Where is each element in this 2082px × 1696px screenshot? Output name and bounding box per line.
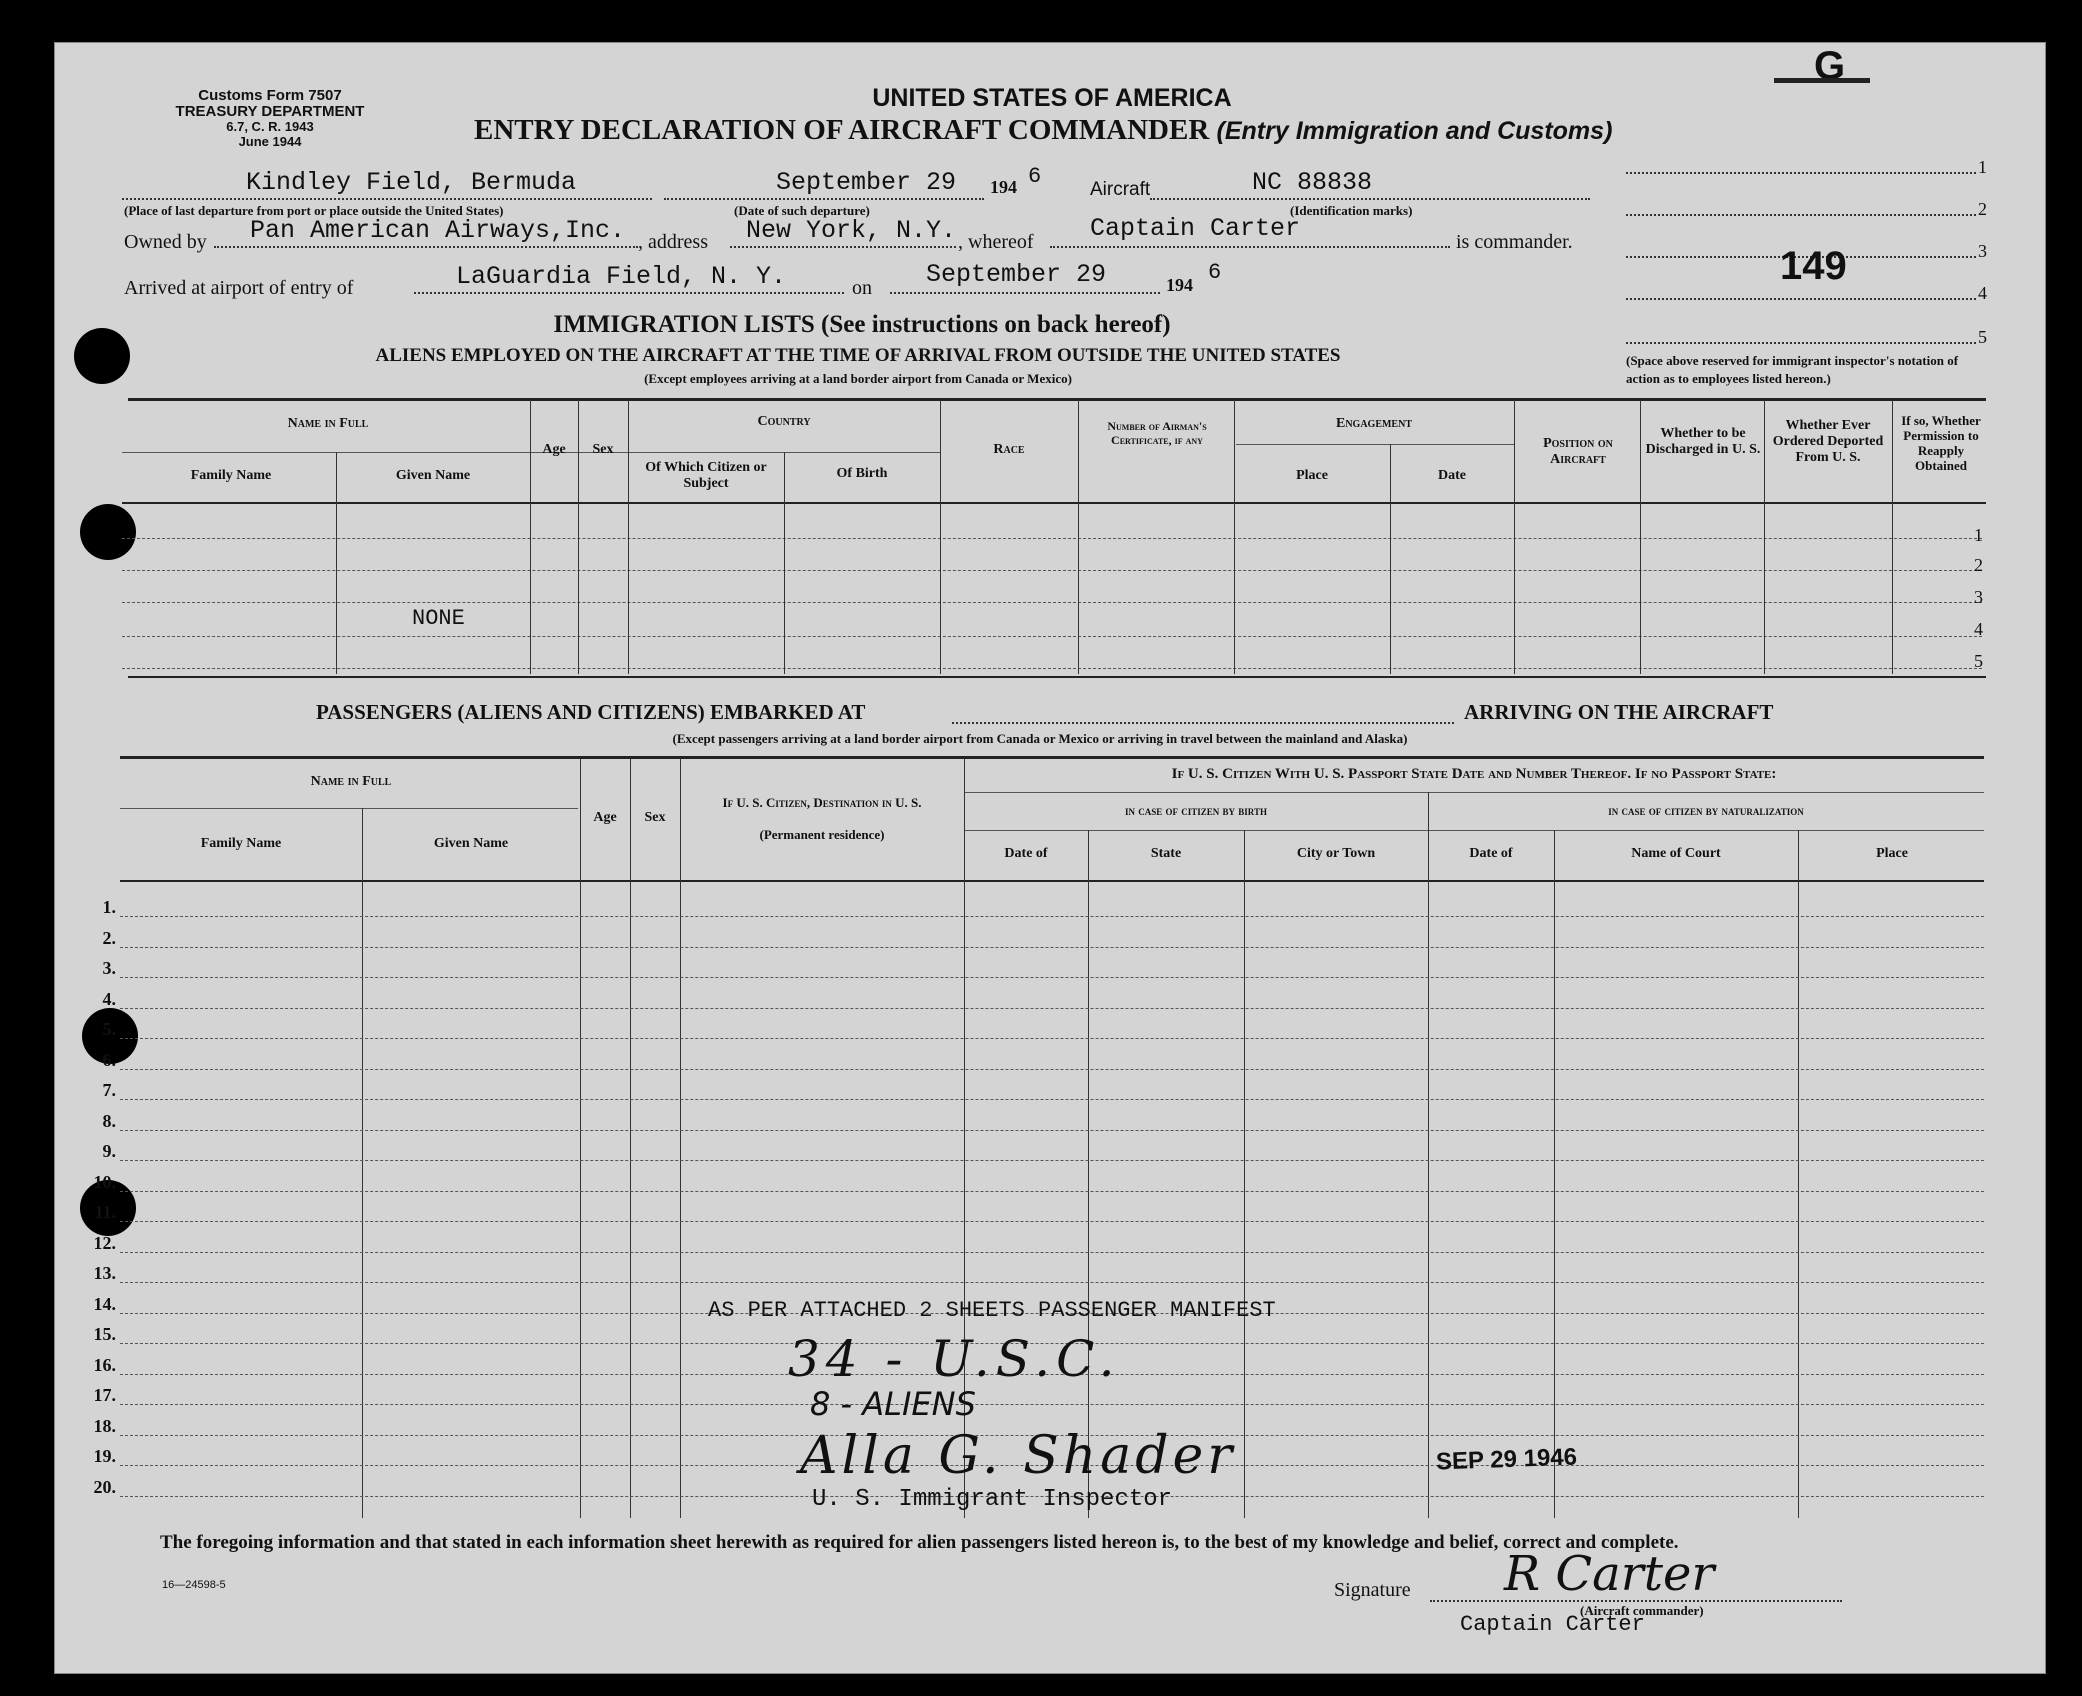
pcol-passport: If U. S. Citizen With U. S. Passport State Date and Number Thereof. If no Passport State: (1171, 766, 1777, 782)
col-age: Age (542, 442, 566, 457)
embarked-at-line (952, 722, 1454, 724)
departure-year-prefix: 194 (990, 177, 1017, 197)
table-col (336, 452, 337, 674)
aliens-row-number: 5 (1974, 651, 1983, 671)
pcol-birth-city: City or Town (1296, 846, 1376, 861)
table-rule (128, 676, 1986, 678)
aliens-row-number: 3 (1974, 587, 1983, 607)
inspector-signature: Alla G. Shader (800, 1426, 1237, 1486)
reserved-line-number: 3 (1978, 241, 1987, 261)
col-deported: Whether Ever Ordered Deported From U. S. (1772, 418, 1884, 466)
form-number: Customs Form 7507 (198, 87, 342, 104)
arrival-year-suffix: 6 (1208, 260, 1222, 285)
passenger-row-number: 20. (93, 1476, 116, 1497)
pcol-destination-sub: (Permanent residence) (759, 827, 885, 842)
reserved-line-number: 4 (1978, 283, 1987, 303)
passenger-row-number: 18. (93, 1415, 116, 1436)
reserved-line (1626, 342, 1976, 344)
passenger-row-number: 13. (93, 1263, 116, 1283)
table-col (1244, 830, 1245, 1518)
passenger-row-number: 1. (102, 897, 116, 917)
pcol-name-in-full: Name in Full (310, 774, 392, 789)
passenger-row-number: 2. (102, 927, 116, 948)
arrival-date: September 29 (926, 260, 1107, 289)
pcol-given-name: Given Name (433, 836, 509, 851)
passengers-title-left: PASSENGERS (ALIENS AND CITIZENS) EMBARKED AT (316, 700, 866, 724)
col-discharged: Whether to be Discharged in U. S. (1645, 426, 1761, 458)
pcol-age: Age (593, 810, 617, 825)
signature-label: Signature (1334, 1579, 1411, 1601)
table-col (628, 400, 629, 674)
col-sex: Sex (592, 442, 614, 457)
table-rule (128, 398, 1986, 401)
table-col (1078, 400, 1079, 674)
passenger-row-number: 14. (93, 1293, 116, 1314)
immigration-subtitle: ALIENS EMPLOYED ON THE AIRCRAFT AT THE TIME OF ARRIVAL FROM OUTSIDE THE UNITED STATES (375, 345, 1341, 366)
department: TREASURY DEPARTMENT (175, 103, 365, 120)
table-col (1798, 830, 1799, 1518)
aliens-row-number: 1 (1974, 525, 1983, 545)
form-title (474, 116, 1612, 145)
col-country: Country (757, 414, 811, 429)
table-row-line (120, 1038, 1984, 1039)
table-col (1088, 830, 1089, 1518)
pcol-by-birth: in case of citizen by birth (1125, 803, 1267, 818)
table-row-line (122, 602, 1982, 603)
passenger-row-number: 16. (93, 1354, 116, 1375)
reserved-line (1626, 214, 1976, 216)
title-sub: (Entry Immigration and Customs) (1216, 117, 1613, 145)
table-col (1640, 400, 1641, 674)
pcol-birth-date: Date of (1004, 846, 1048, 861)
owner-value: Pan American Airways,Inc. (250, 216, 626, 245)
col-given-name: Given Name (395, 468, 471, 483)
table-row-line (122, 668, 1982, 669)
passenger-row-number: 5. (102, 1019, 116, 1039)
handwritten-citizens: 34 - U.S.C. (788, 1330, 1121, 1388)
country-title: UNITED STATES OF AMERICA (872, 84, 1232, 112)
manifest-note: AS PER ATTACHED 2 SHEETS PASSENGER MANIFEST (708, 1298, 1276, 1323)
arrival-place-line (414, 292, 844, 294)
col-citizen-of: Of Which Citizen or Subject (645, 460, 767, 492)
passenger-row-number: 7. (102, 1080, 116, 1100)
table-row-line (120, 1191, 1984, 1192)
corner-mark-stroke (1774, 78, 1870, 83)
inspector-title: U. S. Immigrant Inspector (812, 1486, 1173, 1513)
passenger-row-number: 6. (102, 1049, 116, 1070)
table-col (784, 452, 785, 674)
commander-value: Captain Carter (1090, 214, 1301, 243)
pcol-nat-date: Date of (1469, 846, 1513, 861)
departure-date: September 29 (776, 168, 957, 197)
col-position: Position on Aircraft (1543, 436, 1613, 468)
arrival-on-label: on (852, 277, 872, 299)
arrival-date-line (890, 292, 1160, 294)
reserved-line-number: 2 (1978, 199, 1987, 219)
col-name-in-full: Name in Full (287, 416, 369, 431)
reserved-line-number: 1 (1978, 157, 1987, 177)
passenger-row-number: 15. (93, 1324, 116, 1344)
pcol-birth-state: State (1150, 846, 1182, 861)
table-rule (964, 830, 1984, 831)
reserved-caption: (Space above reserved for immigrant inspector's notation of action as to employees listed hereon.) (1626, 353, 1959, 387)
table-row-line (120, 947, 1984, 948)
table-col (1554, 830, 1555, 1518)
col-race: Race (993, 442, 1025, 457)
aliens-row-number: 4 (1974, 619, 1983, 639)
table-col (1390, 444, 1391, 674)
passenger-row-number: 9. (102, 1141, 116, 1161)
passenger-row-number: 11. (94, 1202, 116, 1222)
col-family-name: Family Name (190, 468, 272, 483)
table-row-line (120, 977, 1984, 978)
arrival-label: Arrived at airport of entry of (124, 277, 354, 299)
handwritten-aliens: 8 - ALIENS (810, 1385, 976, 1423)
departure-place-caption: (Place of last departure from port or place outside the United States) (124, 203, 504, 218)
table-rule (1236, 444, 1514, 445)
form-date: June 1944 (238, 134, 302, 149)
pcol-sex: Sex (644, 810, 666, 825)
table-row-line (120, 1282, 1984, 1283)
footer-statement: The foregoing information and that stated in each information sheet herewith as required for alien passengers listed hereon is, to the best of my knowledge and belief, correct and complete. (160, 1532, 1679, 1553)
corner-mark: G (1814, 44, 1846, 88)
owner-line (214, 246, 638, 248)
pcol-nat-court: Name of Court (1631, 846, 1721, 861)
table-rule (120, 808, 578, 809)
table-col (362, 808, 363, 1518)
address-value: New York, N.Y. (746, 216, 957, 245)
passenger-row-number: 19. (93, 1446, 116, 1466)
departure-place: Kindley Field, Bermuda (246, 168, 577, 197)
table-rule (120, 756, 1984, 759)
reserved-line (1626, 298, 1976, 300)
pcol-by-naturalization: in case of citizen by naturalization (1608, 803, 1804, 818)
aircraft-label: Aircraft (1090, 179, 1151, 200)
reserved-line-number: 5 (1978, 327, 1987, 347)
col-engagement: Engagement (1335, 416, 1412, 431)
col-engagement-date: Date (1438, 468, 1466, 483)
table-row-line (120, 1008, 1984, 1009)
table-row-line (120, 916, 1984, 917)
reserved-line (1626, 172, 1976, 174)
passenger-row-number: 17. (93, 1385, 116, 1405)
departure-date-caption: (Date of such departure) (734, 203, 870, 218)
punch-hole (74, 328, 130, 384)
aliens-row-number: 2 (1974, 555, 1983, 575)
departure-date-line (664, 198, 984, 200)
col-engagement-place: Place (1296, 468, 1328, 483)
passengers-note: (Except passengers arriving at a land border airport from Canada or Mexico or arriving in travel between the mainland and Alaska) (672, 731, 1408, 746)
address-label: , address (638, 231, 708, 253)
pcol-nat-place: Place (1876, 846, 1908, 861)
table-row-line (120, 1252, 1984, 1253)
signer-name: Captain Carter (1460, 1612, 1645, 1637)
table-rule (122, 502, 1986, 504)
passenger-row-number: 12. (93, 1232, 116, 1253)
immigration-title: IMMIGRATION LISTS (See instructions on back hereof) (553, 311, 1171, 338)
table-row-line (120, 1404, 1984, 1405)
aircraft-id: NC 88838 (1252, 168, 1373, 197)
table-row-line (120, 1099, 1984, 1100)
reserved-stamp-number: 149 (1780, 244, 1847, 288)
table-row-line (120, 1130, 1984, 1131)
punch-hole (80, 504, 136, 560)
col-permission: If so, Whether Permission to Reapply Obtained (1901, 413, 1981, 473)
table-row-line (120, 1160, 1984, 1161)
col-of-birth: Of Birth (836, 466, 888, 481)
passenger-row-number: 8. (102, 1110, 116, 1131)
table-row-line (122, 570, 1982, 571)
address-line (730, 246, 956, 248)
immigration-note: (Except employees arriving at a land border airport from Canada or Mexico) (644, 371, 1072, 386)
commander-label: is commander. (1456, 231, 1573, 253)
aircraft-line (1150, 198, 1590, 200)
table-row-line (120, 1221, 1984, 1222)
table-col (1428, 792, 1429, 1518)
table-rule (120, 880, 1984, 882)
table-col (1892, 400, 1893, 674)
table-col (1234, 400, 1235, 674)
passenger-row-number: 10. (93, 1171, 116, 1192)
table-row-line (122, 538, 1982, 539)
aliens-entry-none: NONE (412, 606, 465, 631)
commander-line (1050, 246, 1450, 248)
arrival-year-prefix: 194 (1166, 275, 1193, 295)
col-airman-cert: Number of Airman's Certificate, if any (1107, 419, 1207, 447)
title-main: ENTRY DECLARATION OF AIRCRAFT COMMANDER (474, 114, 1210, 146)
departure-place-line (122, 198, 652, 200)
whereof-label: , whereof (958, 231, 1034, 253)
pcol-family-name: Family Name (200, 836, 282, 851)
commander-signature: R Carter (1504, 1546, 1715, 1602)
table-col (1514, 400, 1515, 674)
inspector-stamp-date: SEP 29 1946 (1435, 1443, 1578, 1476)
passenger-row-number: 4. (102, 988, 116, 1009)
signature-line (1430, 1600, 1842, 1602)
table-row-line (120, 1069, 1984, 1070)
pcol-destination: If U. S. Citizen, Destination in U. S. (722, 795, 922, 810)
aircraft-caption: (Identification marks) (1290, 203, 1413, 218)
signature-caption: (Aircraft commander) (1580, 1603, 1704, 1618)
print-code: 16—24598-5 (162, 1579, 226, 1591)
owner-label: Owned by (124, 231, 207, 253)
cfr-reference: 6.7, C. R. 1943 (226, 119, 314, 134)
passengers-title-right: ARRIVING ON THE AIRCRAFT (1464, 700, 1774, 724)
table-col (1764, 400, 1765, 674)
departure-year-suffix: 6 (1028, 164, 1042, 189)
arrival-place: LaGuardia Field, N. Y. (456, 262, 787, 291)
table-rule (964, 792, 1984, 793)
table-row-line (122, 636, 1982, 637)
passenger-row-number: 3. (102, 958, 116, 978)
